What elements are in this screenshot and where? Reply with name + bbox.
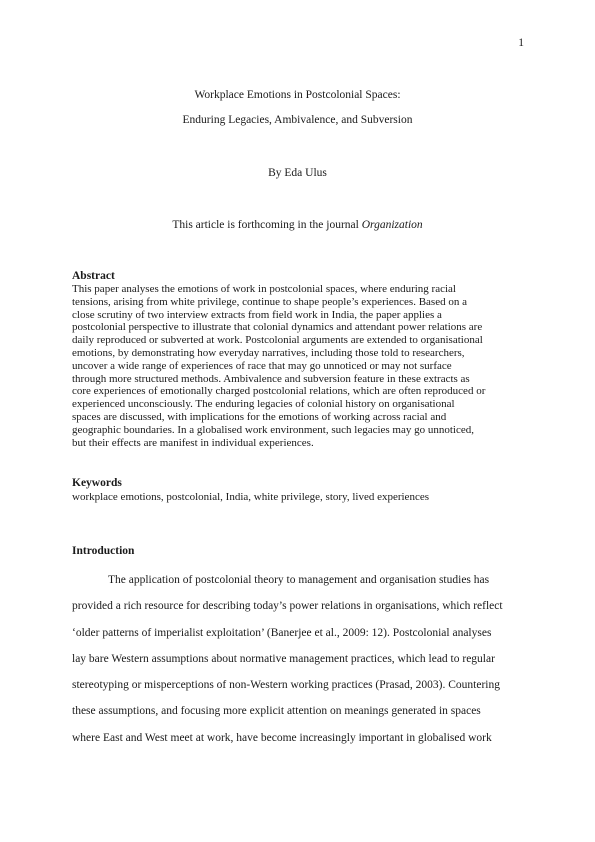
abstract-line: spaces are discussed, with implications for the emotions of working across racial and [72, 410, 447, 423]
body-line: provided a rich resource for describing today’s power relations in organisations, which reflect [72, 600, 503, 613]
abstract-heading: Abstract [72, 270, 115, 282]
abstract-line: experienced unconsciously. The enduring legacies of colonial history on organisational [72, 398, 455, 411]
page-number: 1 [518, 37, 524, 49]
introduction-paragraph [72, 567, 524, 751]
body-line: The application of postcolonial theory to management and organisation studies has [108, 574, 490, 586]
journal-name: Organization [361, 219, 423, 231]
abstract-line: geographic boundaries. In a globalised work environment, such legacies may go unnoticed, [72, 423, 474, 436]
forthcoming-prefix: This article is forthcoming in the journal [172, 219, 362, 231]
author-line: By Eda Ulus [268, 167, 327, 179]
abstract-line: close scrutiny of two interview extracts from field work in India, the paper applies a [72, 308, 442, 321]
keywords-list: workplace emotions, postcolonial, India, white privilege, story, lived experiences [72, 491, 429, 503]
abstract-paragraph [72, 283, 534, 449]
body-line: where East and West meet at work, have become increasingly important in globalised work [72, 731, 492, 744]
abstract-line: This paper analyses the emotions of work in postcolonial spaces, where enduring racial [72, 283, 456, 295]
body-line: these assumptions, and focusing more explicit attention on meanings generated in spaces [72, 705, 481, 718]
abstract-line: uncover a wide range of experiences of race that may go unnoticed or may not surface [72, 359, 452, 372]
title-line-2: Enduring Legacies, Ambivalence, and Subversion [182, 114, 413, 126]
title-line-1: Workplace Emotions in Postcolonial Spaces: [194, 89, 401, 101]
abstract-line: daily reproduced or subverted at work. Postcolonial arguments are extended to organisational [72, 334, 483, 347]
abstract-line: tensions, arising from white privilege, continue to shape people’s experiences. Based on a [72, 295, 467, 308]
body-line: ‘older patterns of imperialist exploitation’ (Banerjee et al., 2009: 12). Postcolonial analyses [72, 626, 492, 639]
keywords-heading: Keywords [72, 477, 122, 489]
abstract-line: but their effects are manifest in individual experiences. [72, 436, 314, 449]
abstract-line: core experiences of emotionally charged postcolonial relations, which are often reproduced or [72, 385, 486, 398]
forthcoming-note [0, 219, 595, 231]
body-line: stereotyping or misperceptions of non-Western working practices (Prasad, 2003). Countering [72, 679, 500, 692]
abstract-line: emotions, by demonstrating how everyday narratives, including those told to researchers, [72, 346, 465, 359]
body-line: lay bare Western assumptions about normative management practices, which lead to regular [72, 652, 495, 665]
introduction-heading: Introduction [72, 545, 135, 557]
abstract-line: postcolonial perspective to illustrate that colonial dynamics and attendant power relations are [72, 321, 483, 334]
abstract-line: through more structured methods. Ambivalence and subversion feature in these extracts as [72, 372, 470, 385]
